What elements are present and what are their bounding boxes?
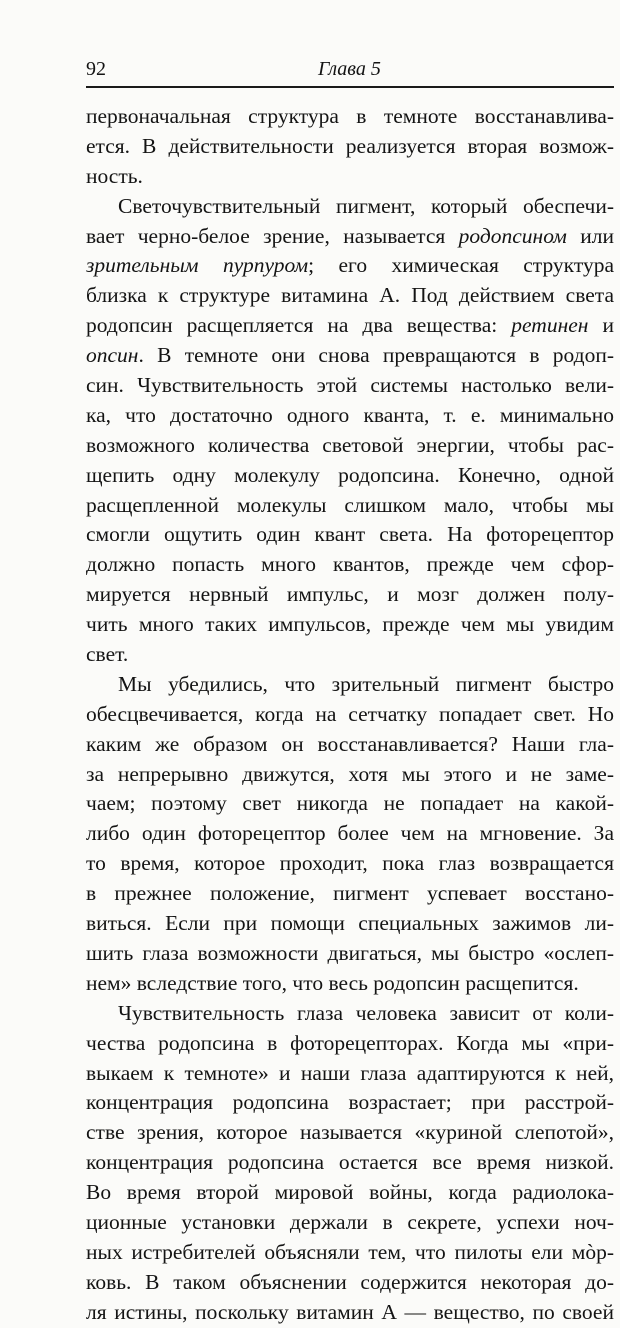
text-line: в прежнее положение, пигмент успевает восстано- [86,881,614,906]
text-line: мируется нервный импульс, и мозг должен полу- [86,582,614,607]
text-line: возможного количества световой энергии, чтобы рас- [86,432,614,457]
text-line [86,999,614,1029]
text-line: расщепленной молекулы слишком мало, чтобы мы [86,492,614,517]
text-line: концентрация родопсина возрастает; при расстрой- [86,1090,614,1115]
text-line: свет. [86,642,129,667]
text-line: обесцвечивается, когда на сетчатку попадает свет. Но [86,701,614,726]
text-segment: Мы убедились, что зрительный пигмент быстро [118,671,614,696]
text-line: ность. [86,163,143,188]
text-line: то время, которое проходит, пока глаз возвращается [86,851,614,876]
page-number: 92 [86,58,106,80]
text-line: за непрерывно движутся, хотя мы этого и не заме- [86,761,614,786]
text-segment: . В темноте они снова превращаются в родоп- [138,343,614,368]
italic-term: опсин [86,343,139,368]
text-line [86,670,614,700]
text-line [86,192,614,222]
text-line: либо один фоторецептор более чем на мгновение. За [86,821,614,846]
text-segment: ; его химическая структура [308,253,614,278]
text-line: ционные установки держали в секрете, успехи ноч- [86,1209,614,1234]
text-line: шить глаза возможности двигаться, мы быстро «ослеп- [86,940,614,965]
text-line: чества родопсина в фоторецепторах. Когда мы «при- [86,1030,614,1055]
text-line: первоначальная структура в темноте восстанавлива- [86,104,614,128]
text-segment: Чувствительность глаза человека зависит от коли- [118,1000,614,1025]
text-line: ка, что достаточно одного кванта, т. е. минимально [86,402,614,427]
text-line: ется. В действительности реализуется вторая возмож- [86,133,614,158]
text-line: виться. Если при помощи специальных зажимов ли- [86,911,614,936]
text-segment: родопсин расщепляется на два вещества: [86,313,512,338]
italic-term: ретинен [511,313,589,338]
italic-term: зрительным пурпуром [86,253,309,278]
text-segment: и [588,313,614,338]
text-segment: или [566,223,614,248]
text-line: ковь. В таком объяснении содержится некоторая до- [86,1269,614,1294]
text-line: щепить одну молекулу родопсина. Конечно, одной [86,462,614,487]
chapter-title: Глава 5 [318,58,381,80]
text-line: каким же образом он восстанавливается? Наши гла- [86,731,614,756]
text-line: ля истины, поскольку витамин А — вещество, по своей [86,1299,614,1324]
text-line: стве зрения, которое называется «куриной слепотой», [86,1120,614,1145]
text-line: должно попасть много квантов, прежде чем сфор- [86,552,614,577]
text-line [86,341,614,371]
text-line [86,222,614,252]
running-header [86,58,614,84]
text-line: концентрация родопсина остается все время низкой. [86,1150,614,1175]
text-line: близка к структуре витамина А. Под действием света [86,283,614,308]
text-line: Во время второй мировой войны, когда радиолока- [86,1180,614,1205]
italic-term: родопсином [458,223,567,248]
text-line: смогли ощутить один квант света. На фоторецептор [86,522,614,547]
text-line [86,251,614,281]
text-line: ных истребителей объясняли тем, что пилоты ели мòр- [86,1239,614,1264]
text-line [86,311,614,341]
text-line: нем» вследствие того, что весь родопсин расщепится. [86,970,579,995]
body-text [86,102,614,1328]
text-line: син. Чувствительность этой системы настолько вели- [86,373,614,398]
text-segment: Светочувствительный пигмент, который обеспечи- [118,193,614,218]
text-line: выкаем к темноте» и наши глаза адаптируются к ней, [86,1060,614,1085]
header-rule [86,86,614,88]
text-line: чить много таких импульсов, прежде чем мы увидим [86,612,614,637]
text-segment: вает черно-белое зрение, называется [86,223,459,248]
text-line: чаем; поэтому свет никогда не попадает на какой- [86,791,614,816]
